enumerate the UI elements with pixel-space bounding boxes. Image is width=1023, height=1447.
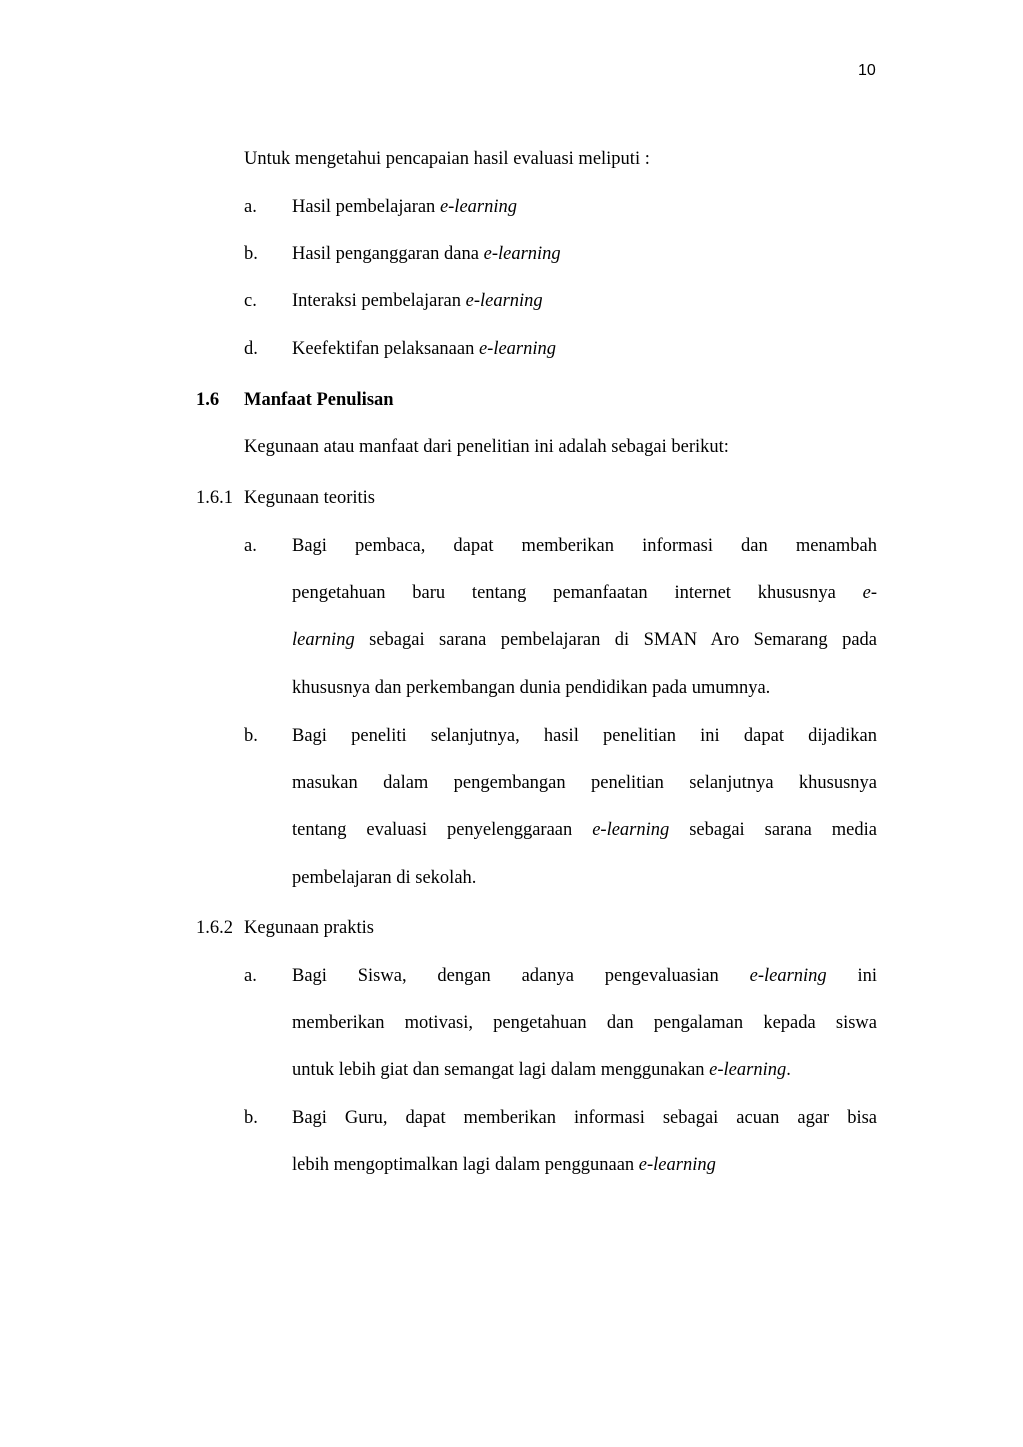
paragraph-line: untuk lebih giat dan semangat lagi dalam menggunakan e-learning. — [292, 1060, 791, 1080]
paragraph-line: learning sebagai sarana pembelajaran di SMAN Aro Semarang pada — [292, 630, 877, 650]
list-item: Keefektifan pelaksanaan e-learning — [292, 339, 557, 359]
list-marker: c. — [244, 291, 257, 311]
list-item: Hasil pembelajaran e-learning — [292, 197, 517, 217]
list-marker: a. — [244, 536, 257, 556]
paragraph-line: masukan dalam pengembangan penelitian selanjutnya khususnya — [292, 773, 877, 793]
paragraph-line: khususnya dan perkembangan dunia pendidikan pada umumnya. — [292, 678, 771, 698]
list-marker: a. — [244, 966, 257, 986]
paragraph-line: tentang evaluasi penyelenggaraan e-learning sebagai sarana media — [292, 820, 877, 840]
subsection-title: Kegunaan teoritis — [244, 488, 375, 508]
paragraph-line: Bagi Siswa, dengan adanya pengevaluasian e-learning ini — [292, 966, 878, 986]
paragraph-line: Bagi Guru, dapat memberikan informasi sebagai acuan agar bisa — [292, 1108, 877, 1128]
paragraph-line: lebih mengoptimalkan lagi dalam penggunaan e-learning — [292, 1155, 716, 1175]
subsection-number: 1.6.1 — [196, 488, 233, 508]
paragraph-line: Bagi pembaca, dapat memberikan informasi dan menambah — [292, 536, 877, 556]
paragraph-line: Bagi peneliti selanjutnya, hasil penelitian ini dapat dijadikan — [292, 726, 877, 746]
section-title: Manfaat Penulisan — [244, 390, 394, 410]
subsection-number: 1.6.2 — [196, 918, 233, 938]
page-number: 10 — [858, 62, 876, 79]
list-marker: b. — [244, 1108, 258, 1128]
paragraph-line: pengetahuan baru tentang pemanfaatan internet khususnya e- — [292, 583, 877, 603]
section-intro: Kegunaan atau manfaat dari penelitian ini adalah sebagai berikut: — [244, 437, 729, 457]
section-number: 1.6 — [196, 390, 220, 410]
list-marker: d. — [244, 339, 258, 359]
list-marker: b. — [244, 244, 258, 264]
paragraph-line: pembelajaran di sekolah. — [292, 868, 477, 888]
list-marker: b. — [244, 726, 258, 746]
list-item: Hasil penganggaran dana e-learning — [292, 244, 561, 264]
list-item: Interaksi pembelajaran e-learning — [292, 291, 543, 311]
intro-text: Untuk mengetahui pencapaian hasil evaluasi meliputi : — [244, 149, 650, 169]
paragraph-line: memberikan motivasi, pengetahuan dan pengalaman kepada siswa — [292, 1013, 877, 1033]
subsection-title: Kegunaan praktis — [244, 918, 374, 938]
list-marker: a. — [244, 197, 257, 217]
